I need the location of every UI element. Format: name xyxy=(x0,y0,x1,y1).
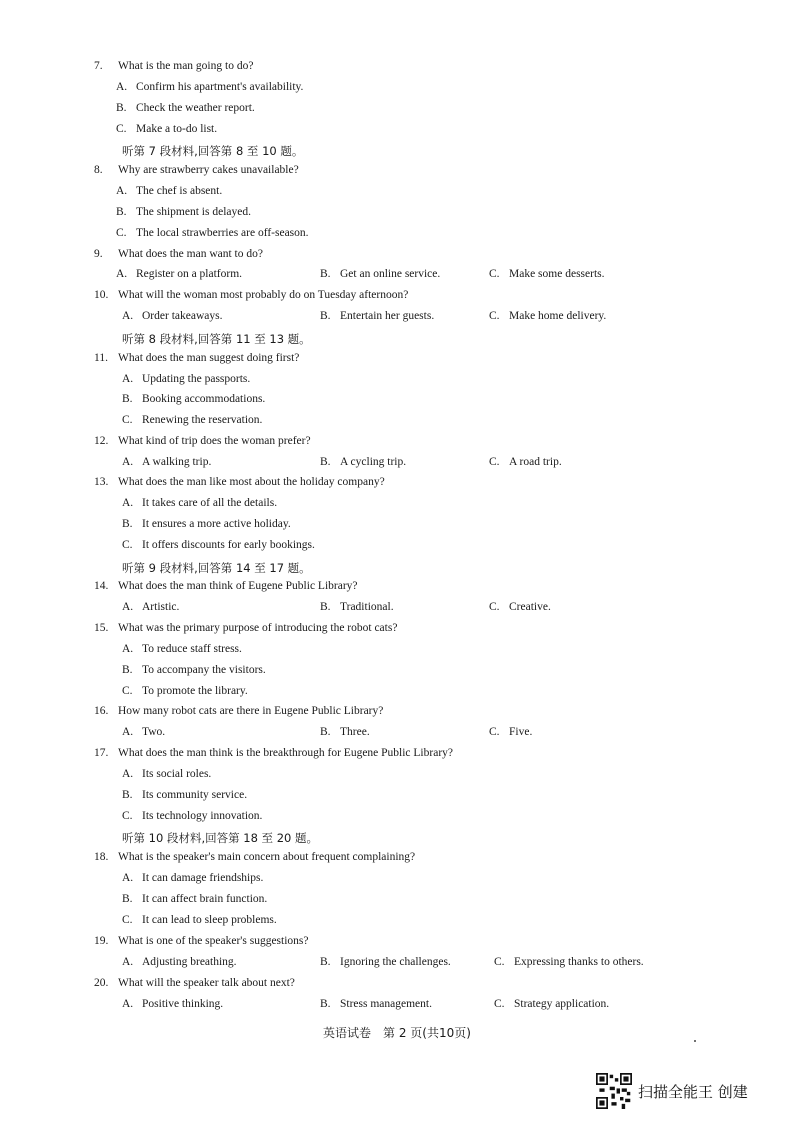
answer-option xyxy=(122,956,237,968)
option-letter: C. xyxy=(494,956,505,968)
question-text: What will the speaker talk about next? xyxy=(118,977,295,989)
option-text: Entertain her guests. xyxy=(340,310,435,322)
option-text: To reduce staff stress. xyxy=(142,643,242,655)
answer-option xyxy=(122,768,211,780)
answer-option xyxy=(489,601,551,613)
option-text: It offers discounts for early bookings. xyxy=(142,539,315,551)
option-letter: B. xyxy=(116,102,127,114)
option-text: Expressing thanks to others. xyxy=(514,956,644,968)
option-text: A road trip. xyxy=(509,456,562,468)
option-text: It ensures a more active holiday. xyxy=(142,518,291,530)
answer-option xyxy=(116,227,309,239)
option-text: Register on a platform. xyxy=(136,268,243,280)
question-number: 20. xyxy=(94,977,109,989)
option-text: Booking accommodations. xyxy=(142,393,266,405)
option-letter: C. xyxy=(489,456,500,468)
option-text: Confirm his apartment's availability. xyxy=(136,81,304,93)
answer-option xyxy=(489,268,605,280)
page-footer: 英语试卷 第 2 页(共10页) xyxy=(323,1026,471,1040)
option-letter: A. xyxy=(116,81,128,93)
option-letter: B. xyxy=(320,601,331,613)
option-letter: A. xyxy=(122,956,134,968)
answer-option xyxy=(122,998,223,1010)
question-number: 8. xyxy=(94,164,103,176)
section-instruction: 听第 10 段材料,回答第 18 至 20 题。 xyxy=(122,831,318,845)
option-letter: C. xyxy=(489,268,500,280)
option-letter: A. xyxy=(122,726,134,738)
answer-option xyxy=(116,206,251,218)
answer-option xyxy=(122,789,247,801)
option-letter: C. xyxy=(122,914,133,926)
question xyxy=(94,935,309,947)
option-text: Check the weather report. xyxy=(136,102,255,114)
question-text: How many robot cats are there in Eugene Public Library? xyxy=(118,705,384,717)
option-text: To promote the library. xyxy=(142,685,248,697)
answer-option xyxy=(122,518,291,530)
answer-option xyxy=(494,998,609,1010)
answer-option xyxy=(320,726,370,738)
option-text: It can affect brain function. xyxy=(142,893,268,905)
option-letter: B. xyxy=(122,893,133,905)
option-letter: B. xyxy=(122,393,133,405)
option-text: Make home delivery. xyxy=(509,310,607,322)
qr-code-icon xyxy=(596,1073,632,1109)
option-letter: C. xyxy=(116,123,127,135)
option-text: It can lead to sleep problems. xyxy=(142,914,277,926)
question-number: 15. xyxy=(94,622,109,634)
answer-option xyxy=(489,310,606,322)
option-text: Strategy application. xyxy=(514,998,610,1010)
option-text: It takes care of all the details. xyxy=(142,497,278,509)
answer-option xyxy=(122,393,265,405)
section-instruction: 听第 8 段材料,回答第 11 至 13 题。 xyxy=(122,332,311,346)
scanner-watermark xyxy=(596,1073,748,1109)
option-letter: A. xyxy=(116,185,128,197)
option-letter: C. xyxy=(122,810,133,822)
option-text: Its social roles. xyxy=(142,768,212,780)
option-letter: A. xyxy=(122,643,134,655)
option-text: Stress management. xyxy=(340,998,432,1010)
option-letter: C. xyxy=(489,601,500,613)
question-number: 14. xyxy=(94,580,109,592)
question xyxy=(94,352,299,364)
option-letter: A. xyxy=(122,456,134,468)
answer-option xyxy=(494,956,644,968)
option-text: A cycling trip. xyxy=(340,456,407,468)
option-letter: B. xyxy=(320,268,331,280)
option-letter: B. xyxy=(320,456,331,468)
option-text: Make a to-do list. xyxy=(136,123,218,135)
answer-option xyxy=(116,102,255,114)
option-text: Get an online service. xyxy=(340,268,441,280)
option-text: Its technology innovation. xyxy=(142,810,263,822)
option-letter: C. xyxy=(494,998,505,1010)
question-number: 13. xyxy=(94,476,109,488)
answer-option xyxy=(489,456,562,468)
answer-option xyxy=(122,726,165,738)
question xyxy=(94,977,295,989)
option-text: A walking trip. xyxy=(142,456,212,468)
question xyxy=(94,60,253,72)
answer-option xyxy=(122,643,242,655)
answer-option xyxy=(122,497,277,509)
answer-option xyxy=(489,726,532,738)
answer-option xyxy=(122,310,222,322)
answer-option xyxy=(122,893,267,905)
option-letter: C. xyxy=(122,414,133,426)
scanner-label: 扫描全能王 创建 xyxy=(638,1082,748,1101)
option-text: The chef is absent. xyxy=(136,185,223,197)
option-letter: A. xyxy=(122,310,134,322)
answer-option xyxy=(320,268,440,280)
option-letter: C. xyxy=(122,539,133,551)
question-number: 17. xyxy=(94,747,109,759)
answer-option xyxy=(320,601,394,613)
answer-option xyxy=(116,123,217,135)
question xyxy=(94,851,415,863)
answer-option xyxy=(122,685,248,697)
option-letter: C. xyxy=(489,310,500,322)
question-text: What is the man going to do? xyxy=(118,60,254,72)
question-text: What does the man think is the breakthrough for Eugene Public Library? xyxy=(118,747,453,759)
question-number: 18. xyxy=(94,851,109,863)
question-text: What does the man think of Eugene Public Library? xyxy=(118,580,358,592)
section-instruction: 听第 9 段材料,回答第 14 至 17 题。 xyxy=(122,561,311,575)
option-letter: A. xyxy=(122,998,134,1010)
question-text: What is the speaker's main concern about frequent complaining? xyxy=(118,851,416,863)
question-number: 11. xyxy=(94,352,108,364)
question xyxy=(94,248,263,260)
question-number: 19. xyxy=(94,935,109,947)
option-letter: A. xyxy=(122,497,134,509)
question-number: 12. xyxy=(94,435,109,447)
answer-option xyxy=(320,456,406,468)
option-text: Traditional. xyxy=(340,601,394,613)
option-letter: B. xyxy=(320,956,331,968)
question-text: What does the man want to do? xyxy=(118,248,263,260)
option-letter: C. xyxy=(489,726,500,738)
question-text: What does the man like most about the holiday company? xyxy=(118,476,385,488)
answer-option xyxy=(116,268,242,280)
option-text: Ignoring the challenges. xyxy=(340,956,451,968)
option-text: Creative. xyxy=(509,601,551,613)
option-text: Its community service. xyxy=(142,789,248,801)
option-letter: A. xyxy=(122,601,134,613)
option-letter: B. xyxy=(122,789,133,801)
answer-option xyxy=(116,81,303,93)
answer-option xyxy=(122,456,211,468)
question xyxy=(94,747,453,759)
question-text: What will the woman most probably do on Tuesday afternoon? xyxy=(118,289,409,301)
section-instruction: 听第 7 段材料,回答第 8 至 10 题。 xyxy=(122,144,304,158)
option-text: Artistic. xyxy=(142,601,180,613)
option-text: Make some desserts. xyxy=(509,268,605,280)
question-text: What was the primary purpose of introducing the robot cats? xyxy=(118,622,398,634)
question xyxy=(94,289,408,301)
option-letter: B. xyxy=(320,998,331,1010)
scan-speck xyxy=(694,1040,696,1042)
answer-option xyxy=(122,414,262,426)
option-text: Order takeaways. xyxy=(142,310,223,322)
option-letter: A. xyxy=(122,373,134,385)
answer-option xyxy=(122,810,262,822)
answer-option xyxy=(122,601,179,613)
option-letter: B. xyxy=(320,310,331,322)
question xyxy=(94,476,385,488)
question-text: What does the man suggest doing first? xyxy=(118,352,300,364)
option-text: The shipment is delayed. xyxy=(136,206,251,218)
option-letter: B. xyxy=(320,726,331,738)
option-text: Updating the passports. xyxy=(142,373,251,385)
answer-option xyxy=(122,664,266,676)
question-number: 7. xyxy=(94,60,103,72)
question xyxy=(94,164,299,176)
option-text: To accompany the visitors. xyxy=(142,664,266,676)
question-text: Why are strawberry cakes unavailable? xyxy=(118,164,299,176)
question-text: What kind of trip does the woman prefer? xyxy=(118,435,311,447)
option-text: Two. xyxy=(142,726,166,738)
answer-option xyxy=(122,539,315,551)
option-letter: A. xyxy=(122,768,134,780)
question-number: 9. xyxy=(94,248,103,260)
question-number: 16. xyxy=(94,705,109,717)
option-text: Positive thinking. xyxy=(142,998,224,1010)
option-text: Adjusting breathing. xyxy=(142,956,237,968)
option-letter: C. xyxy=(122,685,133,697)
option-text: The local strawberries are off-season. xyxy=(136,227,309,239)
question xyxy=(94,580,358,592)
answer-option xyxy=(122,914,277,926)
option-letter: B. xyxy=(122,518,133,530)
option-text: Renewing the reservation. xyxy=(142,414,263,426)
answer-option xyxy=(122,373,250,385)
option-text: Three. xyxy=(340,726,370,738)
option-text: It can damage friendships. xyxy=(142,872,264,884)
question xyxy=(94,705,383,717)
option-letter: B. xyxy=(116,206,127,218)
option-letter: C. xyxy=(116,227,127,239)
answer-option xyxy=(122,872,263,884)
option-letter: A. xyxy=(116,268,128,280)
answer-option xyxy=(116,185,222,197)
question-number: 10. xyxy=(94,289,109,301)
answer-option xyxy=(320,956,451,968)
question-text: What is one of the speaker's suggestions? xyxy=(118,935,309,947)
option-text: Five. xyxy=(509,726,533,738)
option-letter: A. xyxy=(122,872,134,884)
option-letter: B. xyxy=(122,664,133,676)
answer-option xyxy=(320,310,434,322)
question xyxy=(94,622,397,634)
question xyxy=(94,435,311,447)
answer-option xyxy=(320,998,432,1010)
